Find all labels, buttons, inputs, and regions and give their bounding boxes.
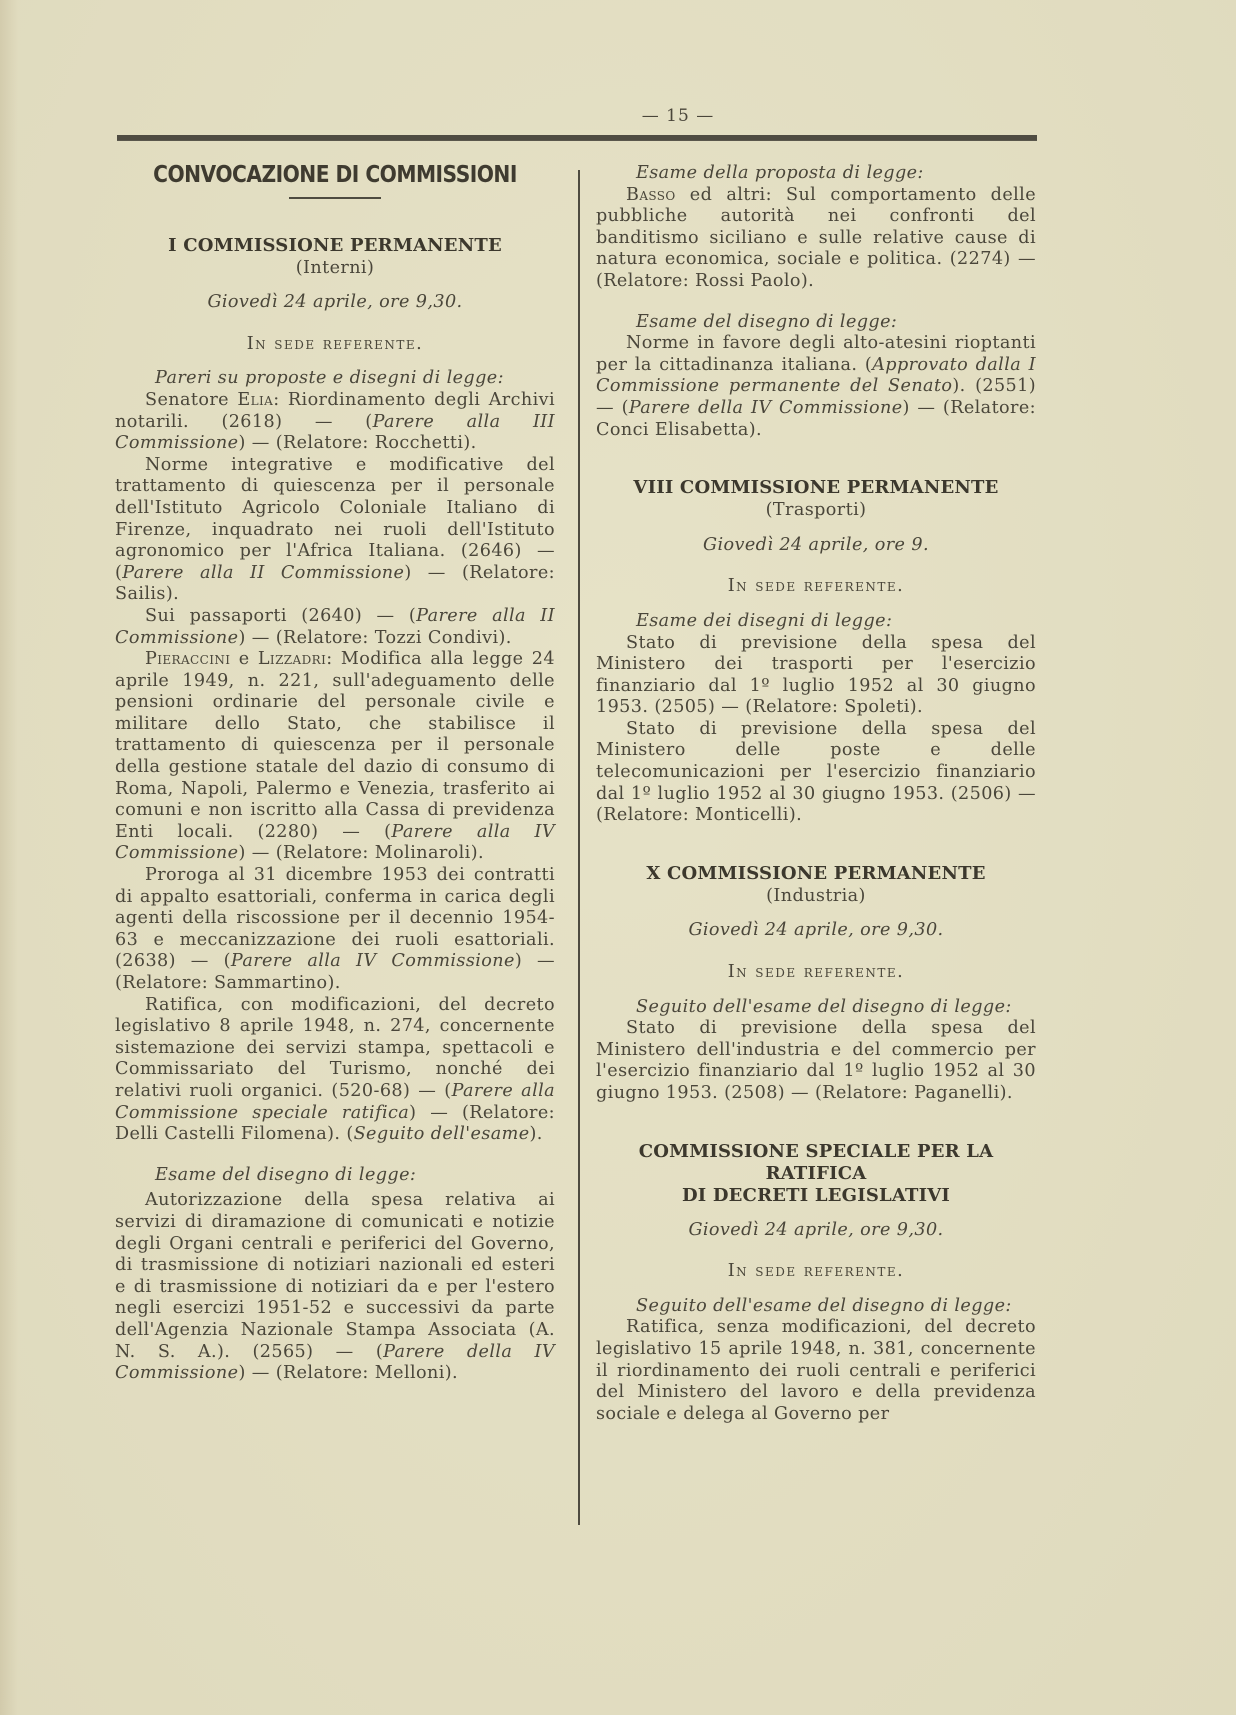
disegno-heading: Esame del disegno di legge:	[636, 311, 898, 332]
text: ) — (Relatore: Molinaroli).	[238, 843, 484, 864]
agenda-item	[115, 606, 555, 649]
commission-subtitle: (Trasporti)	[765, 500, 867, 521]
agenda-item: Stato di previsione della spesa del Ministero dell'industria e del commercio per l'esercizio finanziario dal 1º luglio 1952 al 30 giugno 1953. (2508) — (Relatore: Paganelli).	[596, 1018, 1036, 1103]
text: ) — (Relatore: Conci Elisabetta).	[596, 397, 1036, 440]
meeting-date: Giovedì 24 aprile, ore 9.	[703, 534, 929, 555]
approval-note: Approvato dalla I Commissione permanente del Senato	[596, 354, 1036, 397]
meeting-date: Giovedì 24 aprile, ore 9,30.	[207, 292, 463, 313]
opinion-note: Parere alla II Commissione	[115, 605, 555, 648]
agenda-item	[115, 455, 555, 606]
sede-label: In sede referente.	[727, 1261, 905, 1282]
text: ) — (Relatore: Rocchetti).	[238, 433, 477, 454]
sede-label: In sede referente.	[727, 576, 905, 597]
text: Norme in favore degli alto-atesini rioptanti per la cittadinanza italiana. (	[596, 333, 1036, 375]
opinion-note: Parere alla II Commissione	[122, 562, 405, 583]
commission-title: VIII COMMISSIONE PERMANENTE	[633, 477, 999, 499]
commission-i-section	[115, 235, 555, 1385]
opinion-note: Parere alla III Commissione	[115, 411, 556, 454]
text: ) — (Relatore: Sailis).	[115, 562, 556, 605]
column-divider	[578, 170, 580, 1525]
commission-title: I COMMISSIONE PERMANENTE	[168, 234, 502, 256]
agenda-item	[115, 1190, 555, 1384]
meeting-date: Giovedì 24 aprile, ore 9,30.	[688, 920, 944, 941]
text: Proroga al 31 dicembre 1953 dei contratti di appalto esattoriali, conferma in carica degli agenti della riscossione per il decennio 1954-63 e meccanizzazione dei ruoli esattoriali. (2638) — (	[115, 865, 555, 972]
commission-subtitle: (Interni)	[295, 257, 375, 278]
esame-heading: Esame dei disegni di legge:	[636, 610, 893, 631]
text: ) — (Relatore: Delli Castelli Filomena). (	[115, 1102, 555, 1145]
main-title: CONVOCAZIONE DI COMMISSIONI	[153, 162, 517, 188]
agenda-item	[596, 185, 1036, 293]
text: ) — (Relatore: Sammartino).	[115, 951, 555, 993]
title-underline	[289, 197, 381, 199]
text: ). (2551) — (	[596, 376, 1037, 418]
pareri-heading: Pareri su proposte e disegni di legge:	[155, 368, 504, 389]
right-column	[596, 163, 1036, 1461]
opinion-note: Parere alla Commissione speciale ratifica	[115, 1080, 556, 1123]
left-column	[115, 155, 555, 1421]
agenda-item	[596, 333, 1036, 441]
sede-label: In sede referente.	[727, 962, 905, 983]
opinion-note: Parere alla IV Commissione	[230, 951, 515, 972]
text: Norme integrative e modificative del trattamento di quiescenza per il personale dell'Istituto Agricolo Coloniale Italiano di Firenze, inquadrato nei ruoli dell'Istituto agronomico per l'Africa Italiana. (2646) — (	[115, 454, 555, 583]
text: : Riordinamento degli Archivi notarili. (2618) — (	[115, 389, 556, 432]
agenda-item: Ratifica, senza modificazioni, del decreto legislativo 15 aprile 1948, n. 381, concernente il riordinamento dei ruoli centrali e periferici del Ministero del lavoro e della previdenza sociale e delega al Governo per	[596, 1317, 1036, 1424]
commission-title-line2: DI DECRETI LEGISLATIVI	[681, 1184, 951, 1206]
commission-x-section	[596, 863, 1036, 1105]
commission-subtitle: (Industria)	[766, 885, 866, 906]
esame-heading: Seguito dell'esame del disegno di legge:	[636, 996, 1012, 1017]
esame-heading: Esame del disegno di legge:	[155, 1164, 417, 1185]
opinion-note: Parere della IV Commissione	[628, 397, 903, 418]
agenda-item: Stato di previsione della spesa del Ministero delle poste e delle telecomunicazioni per l'esercizio finanziario dal 1º luglio 1952 al 30 giugno 1953. (2506) — (Relatore: Monticelli).	[596, 718, 1036, 826]
page-number: — 15 —	[641, 106, 715, 126]
agenda-item	[115, 995, 555, 1146]
commission-title: X COMMISSIONE PERMANENTE	[646, 862, 986, 884]
author-name: Lizzadri	[257, 649, 327, 670]
text: Sui passaporti (2640) — (	[145, 605, 417, 626]
text: Senatore	[145, 389, 238, 410]
text: Ratifica, con modificazioni, del decreto legislativo 8 aprile 1948, n. 274, concernente sistemazione dei servizi stampa, spettacoli e Commissariato del Turismo, nonché dei relativi ruoli organici. (520-68) — (	[115, 994, 555, 1101]
agenda-item	[115, 865, 555, 995]
esame-heading: Seguito dell'esame del disegno di legge:	[636, 1295, 1012, 1316]
commission-i-continuation	[596, 163, 1036, 441]
agenda-item: Stato di previsione della spesa del Ministero dei trasporti per l'esercizio finanziario dal 1º luglio 1952 al 30 giugno 1953. (2505) — (Relatore: Spoleti).	[596, 632, 1036, 718]
text: Autorizzazione della spesa relativa ai servizi di diramazione di comunicati e notizie degli Organi centrali e periferici del Governo, di trasmissione di notiziari nazionali ed esteri e di trasmissione di notiziari da e per l'estero negli esercizi 1951-52 e successivi da parte dell'Agenzia Nazionale Stampa Associata (A. N. S. A.). (2565) — (	[115, 1190, 555, 1362]
author-name: Elia	[237, 389, 274, 410]
commission-title: COMMISSIONE SPECIALE PER LA RATIFICA	[638, 1140, 994, 1184]
top-double-rule	[117, 135, 1037, 140]
agenda-item	[115, 649, 555, 865]
opinion-note: Parere della IV Commissione	[115, 1341, 555, 1384]
text: e	[230, 649, 258, 670]
text: ) — (Relatore: Melloni).	[238, 1363, 459, 1384]
opinion-note: Parere alla IV Commissione	[115, 821, 556, 864]
text: : Modifica alla legge 24 aprile 1949, n. 221, sull'adeguamento delle pensioni ordinarie del personale civile e militare dello Stato, che stabilisce il trattamento di quiescenza per il personale della gestione statale del dazio di consumo di Roma, Napoli, Palermo e Venezia, trasferito ai comuni e non iscritto alla Cassa di previdenza Enti locali. (2280) — (	[115, 649, 555, 842]
agenda-item	[115, 390, 555, 455]
text: ) — (Relatore: Tozzi Condivi).	[238, 627, 512, 648]
proposta-heading: Esame della proposta di legge:	[636, 163, 924, 183]
author-name: Pieraccini	[145, 649, 231, 670]
author-name: Basso	[626, 184, 676, 205]
commission-special-section	[596, 1141, 1036, 1426]
commission-viii-section	[596, 477, 1036, 827]
meeting-date: Giovedì 24 aprile, ore 9,30.	[688, 1219, 944, 1240]
status-note: Seguito dell'esame	[353, 1124, 530, 1145]
sede-label: In sede referente.	[246, 333, 424, 354]
text: ).	[529, 1124, 543, 1145]
text: ed altri: Sul comportamento delle pubbliche autorità nei confronti del banditismo siciliano e sulle relative cause di natura economica, sociale e politica. (2274) — (Relatore: Rossi Paolo).	[596, 184, 1036, 291]
